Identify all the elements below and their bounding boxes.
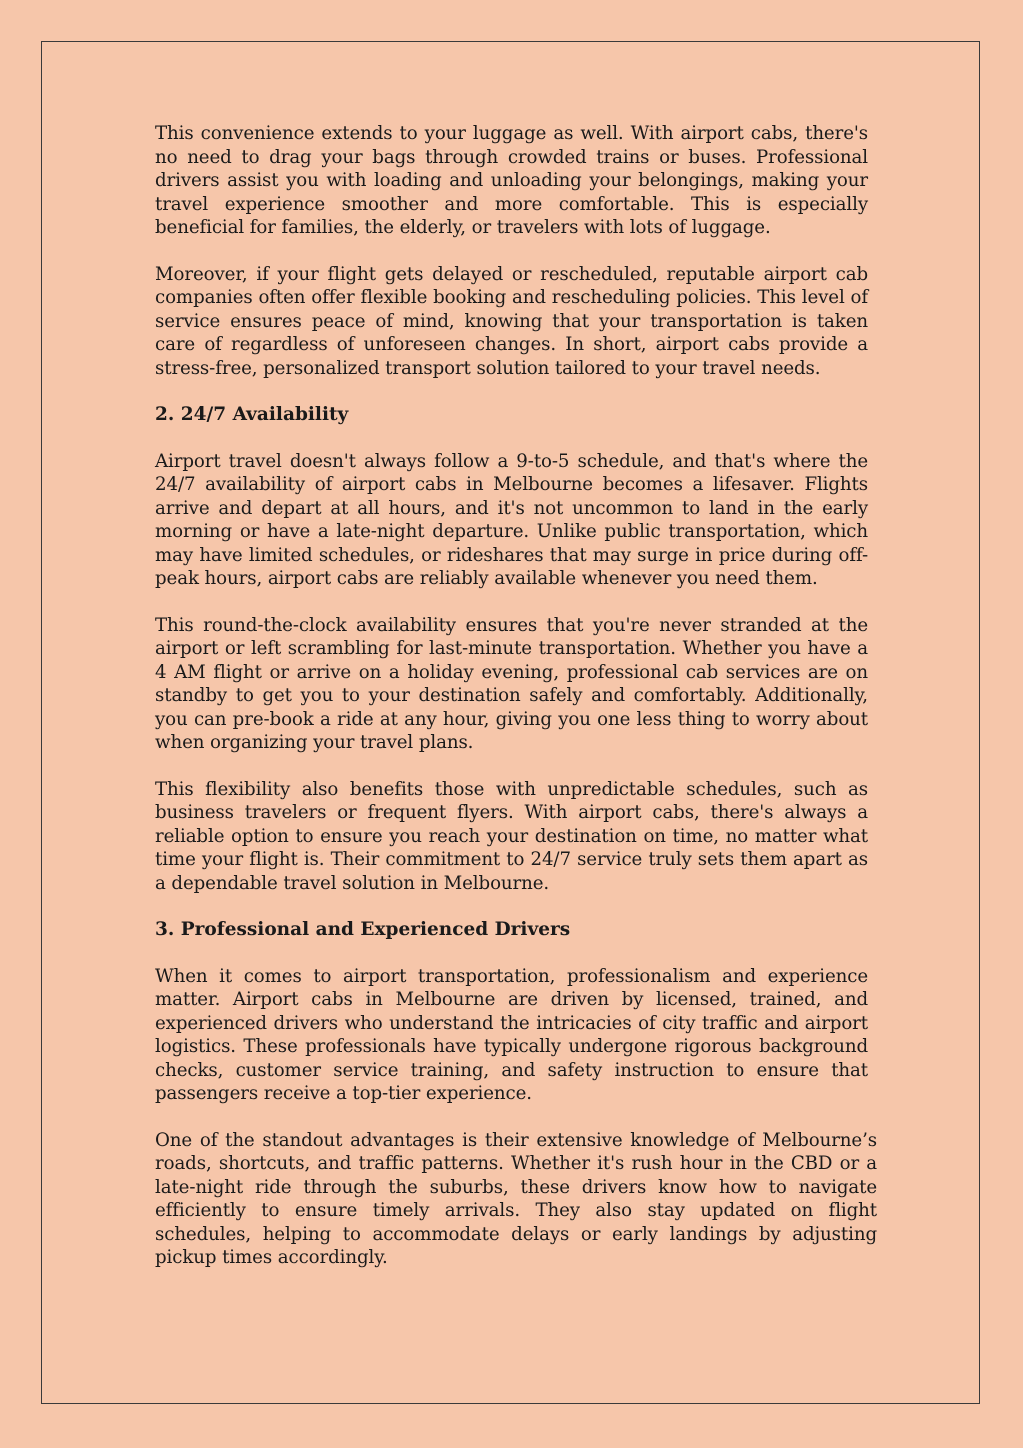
paragraph-flexibility: This flexibility also benefits those with unpredictable schedules, such as business travelers or frequent flyers. With airport cabs, there's always a reliable option to ensure you reach your destination on time, no matter what time your flight is. Their commitment to 24/7 service truly sets them apart as a dependable travel solution in Melbourne.	[155, 778, 868, 894]
paragraph-knowledge: One of the standout advantages is their extensive knowledge of Melbourne’s roads, shortcuts, and traffic patterns. Whether it's rush hour in the CBD or a late-night ride through the suburbs, these drivers know how to navigate efficiently to ensure timely arrivals. They also stay updated on flight schedules, helping to accommodate delays or early landings by adjusting pickup times accordingly.	[155, 1129, 877, 1268]
document-body	[155, 122, 877, 1293]
heading-availability: 2. 24/7 Availability	[155, 404, 349, 425]
paragraph-round-the-clock: This round-the-clock availability ensures that you're never stranded at the airport or left scrambling for last-minute transportation. Whether you have a 4 AM flight or arrive on a holiday evening, professional cab services are on standby to get you to your destination safely and comfortably. Additionally, you can pre-book a ride at any hour, giving you one less thing to worry about when organizing your travel plans.	[155, 614, 868, 753]
paragraph-luggage: This convenience extends to your luggage as well. With airport cabs, there's no need to drag your bags through crowded trains or buses. Professional drivers assist you with loading and unloading your belongings, making your travel experience smoother and more comfortable. This is especially beneficial for families, the elderly, or travelers with lots of luggage.	[155, 123, 868, 238]
paragraph-flexible-booking: Moreover, if your flight gets delayed or rescheduled, reputable airport cab companies often offer flexible booking and rescheduling policies. This level of service ensures peace of mind, knowing that your transportation is taken care of regardless of unforeseen changes. In short, airport cabs provide a stress-free, personalized transport solution tailored to your travel needs.	[155, 263, 868, 379]
paragraph-professionalism: When it comes to airport transportation, professionalism and experience matter. Airport cabs in Melbourne are driven by licensed, trained, and experienced drivers who understand the intricacies of city traffic and airport logistics. These professionals have typically undergone rigorous background checks, customer service training, and safety instruction to ensure that passengers receive a top-tier experience.	[155, 965, 868, 1104]
paragraph-schedule: Airport travel doesn't always follow a 9-to-5 schedule, and that's where the 24/7 availability of airport cabs in Melbourne becomes a lifesaver. Flights arrive and depart at all hours, and it's not uncommon to land in the early morning or have a late-night departure. Unlike public transportation, which may have limited schedules, or rideshares that may surge in price during off-peak hours, airport cabs are reliably available whenever you need them.	[155, 450, 868, 589]
heading-drivers: 3. Professional and Experienced Drivers	[155, 919, 571, 940]
